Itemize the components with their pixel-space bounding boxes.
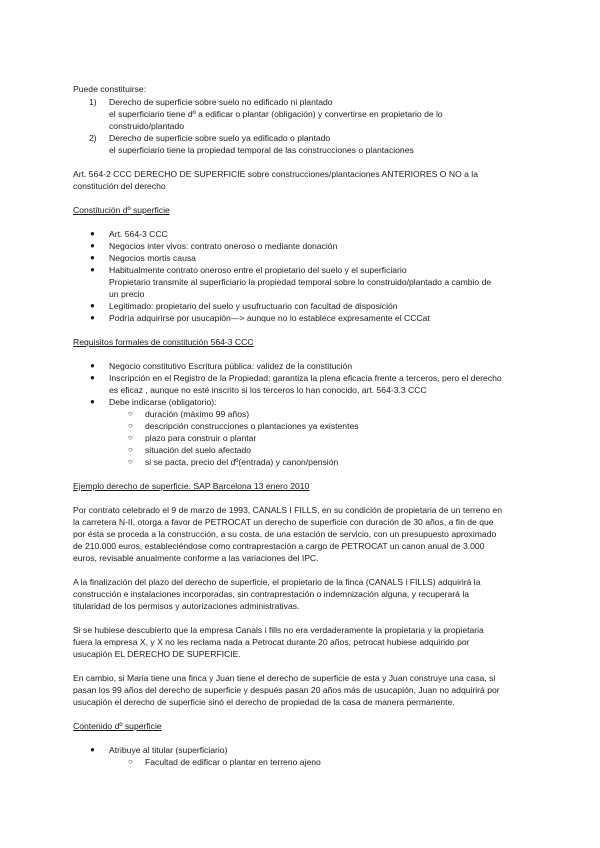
bullet-line: Inscripción en el Registro de la Propiedad: garantiza la plena eficacia frente a terceros, pero el derecho xyxy=(109,373,502,383)
bullet-icon: ● xyxy=(90,229,95,238)
paragraph-line: pasan los 99 años del derecho de superficie y después pasan 20 años más de usucapión, Juan no adquirirá por xyxy=(73,685,500,695)
bullet-line: un precio xyxy=(109,289,145,299)
section-heading-constitucion: Constitución dº superficie xyxy=(73,205,170,215)
bullet-icon: ● xyxy=(90,253,95,262)
paragraph-line: construcción e instalaciones incorporadas, sin contraprestación o indemnización alguna, y recuperará la xyxy=(73,589,470,599)
bullet-line: Habitualmente contrato oneroso entre el propietario del suelo y el superficiario xyxy=(109,265,407,275)
subbullet-icon: ○ xyxy=(128,421,133,430)
bullet-icon: ● xyxy=(90,397,95,406)
paragraph-line: por ésta se proceda a la construcción, a su costa, de una estación de servicio, con un presupuesto aproximado xyxy=(73,529,497,539)
paragraph-line: A la finalización del plazo del derecho de superficie, el propietario de la finca (CANALS i FILLS) adquirirá la xyxy=(73,577,481,587)
list-item-line: Derecho de superficie sobre suelo no edificado ni plantado xyxy=(109,97,333,107)
list-item-line: Derecho de superficie sobre suelo ya edificado o plantado xyxy=(109,133,331,143)
bullet-line: Podría adquirirse por usucapión—> aunque no lo establece expresamente el CCCat xyxy=(109,313,430,323)
paragraph-line: de 210.000 euros, estableciéndose como contraprestación a cargo de PETROCAT un canon anual de 3.000 xyxy=(73,541,485,551)
subbullet-line: si se pacta, precio del dº(entrada) y canon/pensión xyxy=(145,457,339,467)
subbullet-line: descripción construcciones o plantaciones ya existentes xyxy=(145,421,359,431)
bullet-icon: ● xyxy=(90,265,95,274)
subbullet-line: situación del suelo afectado xyxy=(145,445,252,455)
subbullet-icon: ○ xyxy=(128,409,133,418)
bullet-line: Propietario transmite al superficiario la propiedad temporal sobre lo construido/plantado a cambio de xyxy=(109,277,492,287)
article-line: Art. 564-2 CCC DERECHO DE SUPERFICIE sobre construcciones/plantaciones ANTERIORES O NO a la xyxy=(73,169,478,179)
bullet-line: Legitimado: propietario del suelo y usufructuario con facultad de disposición xyxy=(109,301,398,311)
bullet-line: Negocios inter vivos: contrato oneroso o mediante donación xyxy=(109,241,338,251)
paragraph-line: fuera la empresa X, y X no les reclama nada a Petrocat durante 20 años, petrocat hubiese adquirido por xyxy=(73,637,470,647)
bullet-icon: ● xyxy=(90,373,95,382)
list-item-line: el superficiario tiene dº a edificar o plantar (obligación) y convertirse en propietario de lo xyxy=(109,109,443,119)
intro-heading: Puede constituirse: xyxy=(73,84,147,94)
bullet-line: Art. 564-3 CCC xyxy=(109,229,168,239)
subbullet-line: plazo para construir o plantar xyxy=(145,433,257,443)
paragraph-line: la carretera N-II, otorga a favor de PETROCAT un derecho de superficie con duración de 30 años, a fin de que xyxy=(73,517,494,527)
paragraph-line: Por contrato celebrado el 9 de marzo de 1993, CANALS I FILLS, en su condición de propietaria de un terreno en xyxy=(73,505,502,515)
subbullet-line: Facultad de edificar o plantar en terreno ajeno xyxy=(145,757,321,767)
list-item-line: el superficiario tiene la propiedad temporal de las construcciones o plantaciones xyxy=(109,145,414,155)
bullet-icon: ● xyxy=(90,241,95,250)
list-item-line: construido/plantado xyxy=(109,121,185,131)
paragraph-line: Si se hubiese descubierto que la empresa Canals i fills no era verdaderamente la propietaria y la propietaria xyxy=(73,625,484,635)
article-line: constitución del derecho xyxy=(73,181,166,191)
bullet-line: es eficaz , aunque no esté inscrito si los terceros lo han conocido, art. 564-3.3 CCC xyxy=(109,385,427,395)
paragraph-line: En cambio, si Maria tiene una finca y Juan tiene el derecho de superficie de esta y Juan construye una casa, si xyxy=(73,673,496,683)
bullet-icon: ● xyxy=(90,361,95,370)
bullet-icon: ● xyxy=(90,745,95,754)
section-heading-contenido: Contenido dº superficie xyxy=(73,721,162,731)
section-heading-requisitos: Requisitos formales de constitución 564-3 CCC xyxy=(73,337,254,347)
paragraph-line: usucapión el derecho de superficie sinó el derecho de propiedad de la casa de manera permanente. xyxy=(73,697,455,707)
paragraph-line: euros, revisable anualmente conforme a las variaciones del IPC. xyxy=(73,553,319,563)
bullet-line: Negocios mortis causa xyxy=(109,253,196,263)
bullet-line: Negocio constitutivo Escritura pública: validez de la constitución xyxy=(109,361,353,371)
bullet-icon: ● xyxy=(90,301,95,310)
section-heading-ejemplo: Ejemplo derecho de superficie. SAP Barcelona 13 enero 2010 xyxy=(73,481,310,491)
paragraph-line: titularidad de los permisos y autorizaciones administrativas. xyxy=(73,601,300,611)
list-number: 1) xyxy=(89,97,97,107)
bullet-line: Debe indicarse (obligatorio): xyxy=(109,397,217,407)
paragraph-line: usucapión EL DERECHO DE SUPERFICIE. xyxy=(73,649,241,659)
bullet-line: Atribuye al titular (superficiario) xyxy=(109,745,228,755)
list-number: 2) xyxy=(89,133,97,143)
subbullet-icon: ○ xyxy=(128,433,133,442)
subbullet-icon: ○ xyxy=(128,457,133,466)
bullet-icon: ● xyxy=(90,313,95,322)
subbullet-icon: ○ xyxy=(128,757,133,766)
subbullet-icon: ○ xyxy=(128,445,133,454)
subbullet-line: duración (máximo 99 años) xyxy=(145,409,250,419)
